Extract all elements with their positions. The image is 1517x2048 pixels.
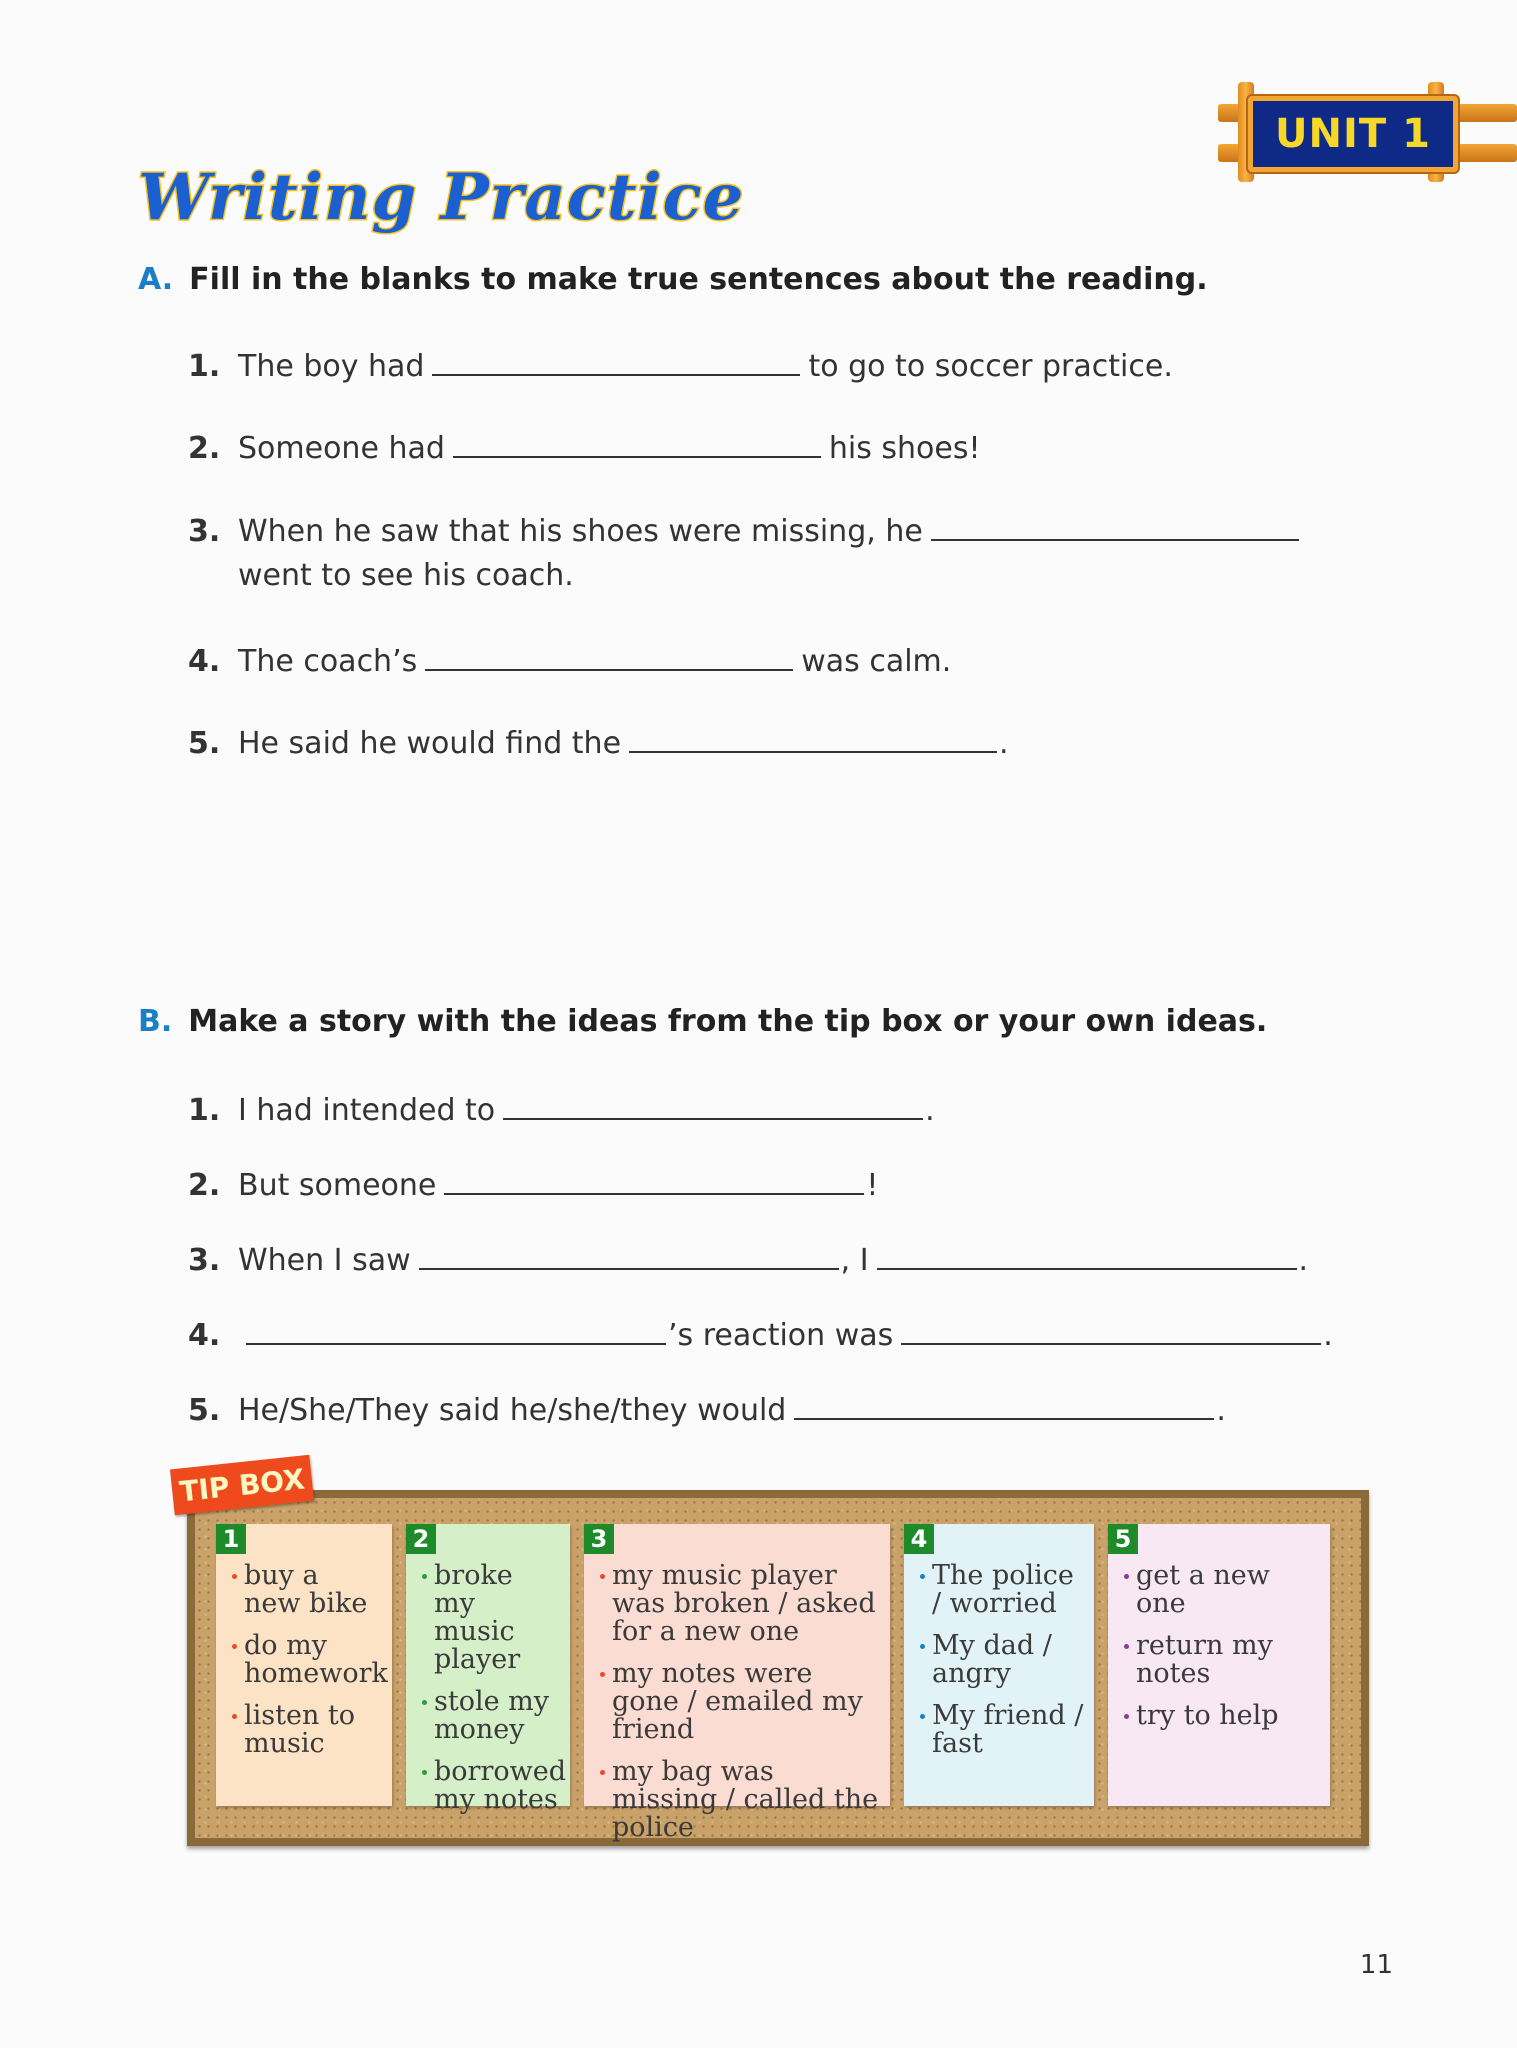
answer-blank[interactable] [503,1092,923,1120]
answer-blank[interactable] [419,1242,839,1270]
tip-item: My dad / angry [918,1632,1084,1688]
question-a4 [188,643,951,679]
answer-blank[interactable] [432,348,800,376]
tip-item: return my notes [1122,1632,1320,1688]
answer-blank[interactable] [444,1167,864,1195]
question-number: 1. [188,349,221,384]
tip-item: My friend / fast [918,1702,1084,1758]
section-a-letter: A. [138,262,174,297]
note-number: 4 [904,1524,934,1554]
question-text: When he saw that his shoes were missing, he [238,514,923,549]
section-b-instruction: Make a story with the ideas from the tip box or your own ideas. [188,1004,1268,1039]
answer-blank[interactable] [629,725,997,753]
tip-note-3 [584,1524,890,1843]
tip-note-2 [406,1524,570,1815]
note-number: 1 [216,1524,246,1554]
tip-note-5 [1108,1524,1330,1806]
question-a2 [188,430,981,466]
answer-blank[interactable] [425,643,793,671]
question-b4 [188,1317,1333,1353]
answer-blank[interactable] [931,513,1299,541]
question-number: 3. [188,1243,221,1278]
answer-blank[interactable] [794,1392,1214,1420]
answer-blank[interactable] [901,1317,1321,1345]
question-number: 4. [188,1318,221,1353]
page-number: 11 [1359,1950,1393,1980]
tip-item: my music player was broken / asked for a new one [598,1562,880,1646]
question-text: . [1323,1318,1333,1353]
tip-note-4 [904,1524,1094,1806]
tip-item: do my homework [230,1632,382,1688]
question-number: 4. [188,644,221,679]
tip-item: get a new one [1122,1562,1320,1618]
question-text: Someone had [238,431,445,466]
question-text: went to see his coach. [238,558,574,593]
question-text: But someone [238,1168,437,1203]
page-title: Writing Practice [138,160,745,235]
tip-item: my bag was missing / called the police [598,1758,880,1842]
question-text: was calm. [801,644,952,679]
section-a-instruction: Fill in the blanks to make true sentences about the reading. [189,262,1208,297]
question-text: . [1298,1243,1309,1278]
question-b3 [188,1242,1308,1278]
answer-blank[interactable] [877,1242,1297,1270]
tip-box-label: TIP BOX [170,1455,314,1515]
section-a-heading [138,262,1208,297]
unit-badge [1218,82,1517,182]
question-number: 2. [188,431,221,466]
section-b-heading [138,1004,1267,1039]
note-number: 2 [406,1524,436,1554]
section-b-letter: B. [138,1004,173,1039]
tip-item: broke my music player [420,1562,560,1674]
question-a1 [188,348,1173,384]
question-number: 5. [188,1393,221,1428]
answer-blank[interactable] [453,430,821,458]
tip-item: my notes were gone / emailed my friend [598,1660,880,1744]
question-b5 [188,1392,1226,1428]
question-b1 [188,1092,935,1128]
tip-item: borrowed my notes [420,1758,560,1814]
tip-item: stole my money [420,1688,560,1744]
question-text: When I saw [238,1243,411,1278]
note-number: 5 [1108,1524,1138,1554]
question-text: The coach’s [238,644,418,679]
question-number: 1. [188,1093,221,1128]
note-number: 3 [584,1524,614,1554]
question-number: 3. [188,514,221,549]
question-text: ’s reaction was [668,1318,894,1353]
question-text: his shoes! [828,431,981,466]
question-text: The boy had [238,349,425,384]
question-text: to go to soccer practice. [808,349,1173,384]
question-a3-continued [238,558,574,593]
tip-item: try to help [1122,1702,1320,1730]
unit-label: UNIT 1 [1248,96,1458,172]
tip-item: buy a new bike [230,1562,382,1618]
tip-item: The police / worried [918,1562,1084,1618]
question-text: He said he would find the [238,726,622,761]
question-text: . [999,726,1009,761]
answer-blank[interactable] [246,1317,666,1345]
tip-note-1 [216,1524,392,1806]
question-text: , I [840,1243,869,1278]
question-number: 5. [188,726,221,761]
question-a5 [188,725,1009,761]
question-text: . [1216,1393,1226,1428]
tip-item: listen to music [230,1702,382,1758]
question-number: 2. [188,1168,221,1203]
question-text: He/She/They said he/she/they would [238,1393,787,1428]
question-text: . [925,1093,935,1128]
question-a3 [188,513,1307,549]
question-text: ! [866,1168,879,1203]
question-b2 [188,1167,878,1203]
question-text: I had intended to [238,1093,496,1128]
